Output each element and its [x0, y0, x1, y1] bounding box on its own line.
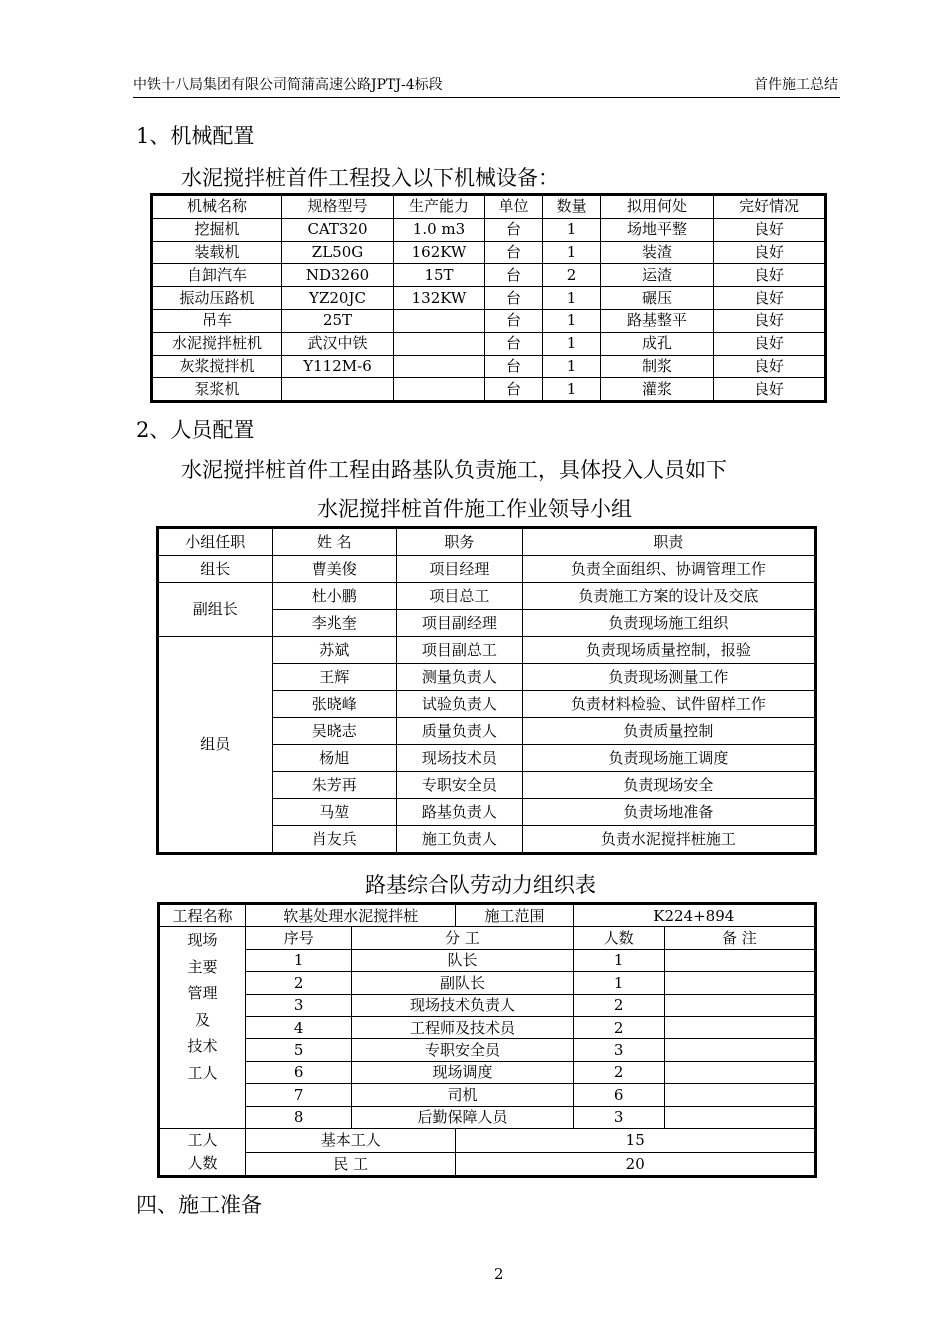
column-header: 分 工	[352, 927, 573, 949]
table-cell: 1	[543, 241, 601, 264]
table-cell: 肖友兵	[272, 826, 397, 854]
table-cell: 基本工人	[246, 1128, 456, 1152]
table-cell: 2	[573, 994, 664, 1016]
table-cell: 路基负责人	[397, 799, 523, 826]
table-cell: 1	[543, 309, 601, 332]
table-cell: 成孔	[601, 332, 714, 355]
table-cell: 台	[485, 287, 543, 310]
workers-label-line: 人数	[187, 1153, 218, 1172]
table-row	[159, 1016, 816, 1038]
table-cell: 项目副总工	[397, 637, 523, 664]
table-row	[158, 583, 816, 610]
column-header: 序号	[246, 927, 352, 949]
table-row	[152, 287, 826, 310]
table-cell: 运渣	[601, 264, 714, 287]
page-number: 2	[494, 1265, 504, 1283]
table-cell: 良好	[714, 309, 826, 332]
column-header: 备 注	[664, 927, 815, 949]
table-cell	[664, 1016, 815, 1038]
table-cell: 张晓峰	[272, 691, 397, 718]
table-cell: 挖掘机	[152, 218, 282, 241]
section2-title: 2、人员配置	[136, 418, 255, 442]
scope-value: K224+894	[573, 904, 815, 927]
table-cell: 1	[246, 949, 352, 971]
table-cell: 1	[573, 972, 664, 994]
table-cell: YZ20JC	[282, 287, 394, 310]
table-cell: 苏斌	[272, 637, 397, 664]
workers-label-line: 工人	[187, 1130, 218, 1149]
section1-intro: 水泥搅拌桩首件工程投入以下机械设备：	[181, 166, 559, 190]
table-cell: 曹美俊	[272, 556, 397, 583]
table-row	[159, 949, 816, 971]
table-cell: 良好	[714, 241, 826, 264]
table-cell: 杨旭	[272, 745, 397, 772]
table-cell: CAT320	[282, 218, 394, 241]
management-label-line: 工人	[187, 1063, 218, 1082]
table-cell: 8	[246, 1106, 352, 1128]
sub-header-row	[159, 927, 816, 949]
table-row	[152, 218, 826, 241]
table-cell	[394, 378, 485, 402]
table-cell: 4	[246, 1016, 352, 1038]
table-cell: 项目总工	[397, 583, 523, 610]
table-cell: 良好	[714, 332, 826, 355]
table-cell: 3	[246, 994, 352, 1016]
table-cell	[394, 309, 485, 332]
scope-label: 施工范围	[456, 904, 573, 927]
table-cell: 泵浆机	[152, 378, 282, 402]
table-cell: 台	[485, 355, 543, 378]
table-cell: 20	[456, 1152, 816, 1176]
table-cell: 1	[573, 949, 664, 971]
table-row	[159, 1039, 816, 1061]
project-label: 工程名称	[159, 904, 246, 927]
table-header-row	[158, 528, 816, 556]
table-cell: ZL50G	[282, 241, 394, 264]
table-cell: 李兆奎	[272, 610, 397, 637]
table-cell: 专职安全员	[352, 1039, 573, 1061]
table-cell: 台	[485, 264, 543, 287]
table-cell: 水泥搅拌桩机	[152, 332, 282, 355]
table-row	[152, 378, 826, 402]
table-cell: 民 工	[246, 1152, 456, 1176]
table-cell: 后勤保障人员	[352, 1106, 573, 1128]
table-cell: 良好	[714, 218, 826, 241]
column-header: 单位	[485, 195, 543, 219]
table-cell: 测量负责人	[397, 664, 523, 691]
table-cell: 负责现场施工调度	[522, 745, 815, 772]
labor-table	[157, 902, 817, 1178]
table-row	[159, 1106, 816, 1128]
table-row	[152, 241, 826, 264]
table-cell	[664, 1039, 815, 1061]
table-cell: 3	[573, 1039, 664, 1061]
table-cell: 装渣	[601, 241, 714, 264]
table-cell: 杜小鹏	[272, 583, 397, 610]
table-cell: 6	[573, 1084, 664, 1106]
table-cell: 15	[456, 1128, 816, 1152]
table-cell: 负责现场质量控制，报验	[522, 637, 815, 664]
table-cell: 162KW	[394, 241, 485, 264]
table-cell: 1	[543, 378, 601, 402]
table-cell: 吴晓志	[272, 718, 397, 745]
table-cell: 5	[246, 1039, 352, 1061]
table-cell: 试验负责人	[397, 691, 523, 718]
table-cell: 质量负责人	[397, 718, 523, 745]
table-cell: 朱芳再	[272, 772, 397, 799]
table-cell: 1	[543, 355, 601, 378]
workers-row	[159, 1152, 816, 1176]
table-cell: 负责材料检验、试件留样工作	[522, 691, 815, 718]
table-cell: 15T	[394, 264, 485, 287]
table-cell: 良好	[714, 378, 826, 402]
table-cell: 制浆	[601, 355, 714, 378]
management-label-line: 管理	[187, 984, 218, 1003]
header-divider	[133, 97, 840, 98]
section2-intro: 水泥搅拌桩首件工程由路基队负责施工，具体投入人员如下	[181, 458, 727, 482]
table-cell: 负责场地准备	[522, 799, 815, 826]
section1-title: 1、机械配置	[136, 124, 255, 148]
column-header: 职务	[397, 528, 523, 556]
table-cell: Y112M-6	[282, 355, 394, 378]
table-cell: 1	[543, 332, 601, 355]
column-header: 姓 名	[272, 528, 397, 556]
labor-table-caption: 路基综合队劳动力组织表	[365, 873, 596, 897]
table-cell: 吊车	[152, 309, 282, 332]
table-cell: 施工负责人	[397, 826, 523, 854]
table-cell: 振动压路机	[152, 287, 282, 310]
table-cell: 台	[485, 332, 543, 355]
table-cell: 副队长	[352, 972, 573, 994]
role-cell: 副组长	[158, 583, 273, 637]
table-cell: 3	[573, 1106, 664, 1128]
table-row	[159, 1084, 816, 1106]
table-cell: 台	[485, 241, 543, 264]
management-label-line: 现场	[187, 931, 218, 950]
table-cell: 司机	[352, 1084, 573, 1106]
table-cell: 6	[246, 1061, 352, 1083]
role-cell: 组员	[158, 637, 273, 854]
table-cell	[664, 972, 815, 994]
table-cell: 1	[543, 287, 601, 310]
table-row	[152, 355, 826, 378]
column-header: 小组任职	[158, 528, 273, 556]
table-cell: 台	[485, 309, 543, 332]
table-cell: 台	[485, 218, 543, 241]
management-label-line: 及	[195, 1010, 211, 1029]
table-cell: 良好	[714, 264, 826, 287]
table-cell: 工程师及技术员	[352, 1016, 573, 1038]
role-cell: 组长	[158, 556, 273, 583]
table-cell: 良好	[714, 355, 826, 378]
table-cell: 场地平整	[601, 218, 714, 241]
table-cell: 132KW	[394, 287, 485, 310]
workers-row	[159, 1128, 816, 1152]
table-row	[158, 556, 816, 583]
table-row	[159, 994, 816, 1016]
table-cell: 专职安全员	[397, 772, 523, 799]
table-cell	[664, 1084, 815, 1106]
column-header: 生产能力	[394, 195, 485, 219]
table-cell: 负责全面组织、协调管理工作	[522, 556, 815, 583]
table-cell: 2	[573, 1016, 664, 1038]
header-left: 中铁十八局集团有限公司简蒲高速公路JPTJ-4标段	[133, 77, 443, 93]
table-cell: 2	[246, 972, 352, 994]
management-label	[159, 927, 246, 1129]
table-cell: 台	[485, 378, 543, 402]
workers-label	[159, 1128, 246, 1176]
column-header: 数量	[543, 195, 601, 219]
table-cell: 王辉	[272, 664, 397, 691]
table-cell: 25T	[282, 309, 394, 332]
column-header: 人数	[573, 927, 664, 949]
table-row	[152, 264, 826, 287]
column-header: 机械名称	[152, 195, 282, 219]
table-cell: 灰浆搅拌机	[152, 355, 282, 378]
table-cell: 负责现场施工组织	[522, 610, 815, 637]
leader-table-caption: 水泥搅拌桩首件施工作业领导小组	[317, 497, 632, 521]
table-cell: 武汉中铁	[282, 332, 394, 355]
table-header-row	[159, 904, 816, 927]
table-cell: 现场技术负责人	[352, 994, 573, 1016]
machinery-table	[150, 193, 827, 403]
table-cell: 1.0 m3	[394, 218, 485, 241]
table-cell: 项目副经理	[397, 610, 523, 637]
table-cell: 负责水泥搅拌桩施工	[522, 826, 815, 854]
table-cell	[394, 355, 485, 378]
table-cell: 碾压	[601, 287, 714, 310]
table-cell	[664, 1106, 815, 1128]
table-cell: ND3260	[282, 264, 394, 287]
column-header: 职责	[522, 528, 815, 556]
table-cell	[664, 949, 815, 971]
table-cell: 现场技术员	[397, 745, 523, 772]
table-cell: 灌浆	[601, 378, 714, 402]
table-cell	[664, 994, 815, 1016]
table-cell: 负责现场测量工作	[522, 664, 815, 691]
table-cell: 马堃	[272, 799, 397, 826]
table-row	[159, 972, 816, 994]
table-cell: 负责现场安全	[522, 772, 815, 799]
table-row	[152, 332, 826, 355]
table-cell: 自卸汽车	[152, 264, 282, 287]
section4-title: 四、施工准备	[136, 1193, 262, 1217]
table-cell: 现场调度	[352, 1061, 573, 1083]
table-cell: 良好	[714, 287, 826, 310]
project-value: 软基处理水泥搅拌桩	[246, 904, 456, 927]
table-header-row	[152, 195, 826, 219]
table-cell	[664, 1061, 815, 1083]
table-row	[159, 1061, 816, 1083]
table-cell: 1	[543, 218, 601, 241]
table-cell	[282, 378, 394, 402]
table-cell: 负责施工方案的设计及交底	[522, 583, 815, 610]
column-header: 规格型号	[282, 195, 394, 219]
management-label-line: 技术	[187, 1037, 218, 1056]
table-row	[152, 309, 826, 332]
table-row	[158, 637, 816, 664]
column-header: 完好情况	[714, 195, 826, 219]
table-cell: 项目经理	[397, 556, 523, 583]
table-cell: 2	[573, 1061, 664, 1083]
column-header: 拟用何处	[601, 195, 714, 219]
table-cell: 装载机	[152, 241, 282, 264]
management-label-text	[160, 927, 245, 1086]
table-cell: 2	[543, 264, 601, 287]
table-cell: 7	[246, 1084, 352, 1106]
table-cell	[394, 332, 485, 355]
table-cell: 负责质量控制	[522, 718, 815, 745]
table-cell: 路基整平	[601, 309, 714, 332]
management-label-line: 主要	[187, 957, 218, 976]
table-cell: 队长	[352, 949, 573, 971]
header-right: 首件施工总结	[754, 77, 838, 93]
leader-table	[156, 526, 817, 855]
